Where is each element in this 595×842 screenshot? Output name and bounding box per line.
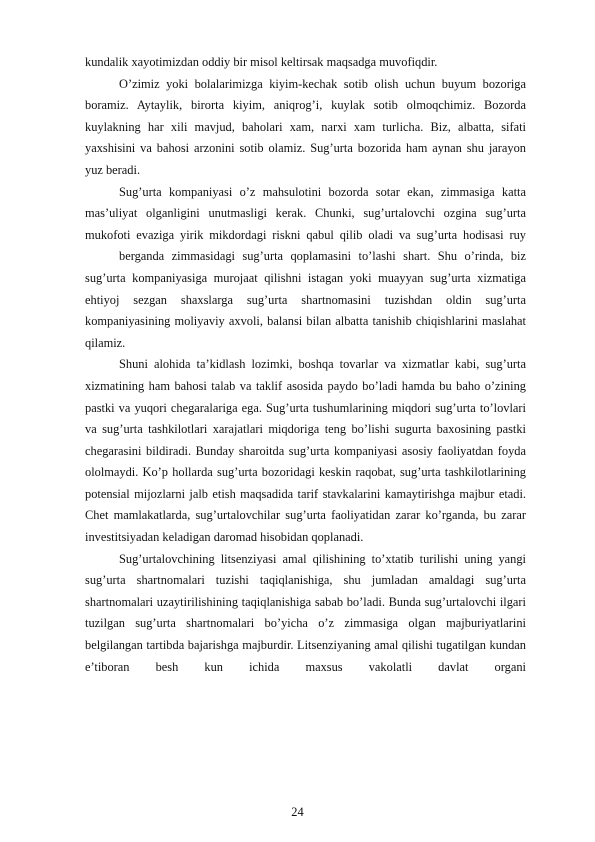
paragraph-4: berganda zimmasidagi sug’urta qoplamasini to’lashi shart. Shu o’rinda, biz sug’urta kompaniyasiga murojaat qilishni istagan yoki muayyan sug’urta xizmatiga ehtiyoj sezgan shaxslarga sug’urta shartnomasini tuzishdan oldin sug’urta kompaniyasining moliyaviy axvoli, balansi bilan albatta tanishib chiqishlarini maslahat qilamiz. [85,249,526,350]
page-number: 24 [291,805,304,819]
paragraph-1: kundalik xayotimizdan oddiy bir misol keltirsak maqsadga muvofiqdir. [85,55,438,69]
document-body [85,52,526,678]
paragraph-6: Sug’urtalovchining litsenziyasi amal qilishining to’xtatib turilishi uning yangi sug’urta shartnomalari tuzishi taqiqlanishiga, shu jumladan amaldagi sug’urta shartnomalari uzaytirilishining taqiqlanishiga sabab bo’ladi. Bunda sug’urtalovchi ilgari tuzilgan sug’urta shartnomalari bo’yicha o’z zimmasiga olgan majburiyatlarini belgilangan tartibda bajarishga majburdir. Litsenziyaning amal qilishi tugatilgan kundan e’tiboran besh kun ichida maxsus vakolatli davlat organi [85,551,526,674]
paragraph-3: Sug’urta kompaniyasi o’z mahsulotini bozorda sotar ekan, zimmasiga katta mas’uliyat olganligini unutmasligi kerak. Chunki, sug’urtalovchi ozgina sug’urta mukofoti evaziga yirik mikdordagi riskni qabul qilib oladi va sug’urta hodisasi ruy [85,184,526,242]
paragraph-2: O’zimiz yoki bolalarimizga kiyim-kechak sotib olish uchun buyum bozoriga boramiz. Aytaylik, birorta kiyim, aniqrog’i, kuylak sotib olmoqchimiz. Bozorda kuylakning har xili mavjud, baholari xam, narxi xam turlicha. Biz, albatta, sifati yaxshisini va bahosi arzonini sotib olamiz. Sug’urta bozorida ham aynan shu jarayon yuz beradi. [85,76,526,177]
paragraph-5: Shuni alohida ta’kidlash lozimki, boshqa tovarlar va xizmatlar kabi, sug’urta xizmatining ham bahosi talab va taklif asosida paydo bo’ladi hamda bu baho o’zining pastki va yuqori chegaralariga ega. Sug’urta tushumlarining miqdori sug’urta to’lovlari va sug’urta tashkilotlari xarajatlari miqdoriga teng bo’lishi sugurta baxosining pastki chegarasini bildiradi. Bunday sharoitda sug’urta kompaniyasi asosiy faoliyatdan foyda ololmaydi. Ko’p hollarda sug’urta bozoridagi keskin raqobat, sug’urta tashkilotlarining potensial mijozlarni jalb etish maqsadida tarif stavkalarini kamaytirishga majbur etadi. Chet mamlakatlarda, sug’urtalovchilar sug’urta faoliyatidan zarar ko’rganda, bu zarar investitsiyadan keladigan daromad hisobidan qoplanadi. [85,357,526,545]
